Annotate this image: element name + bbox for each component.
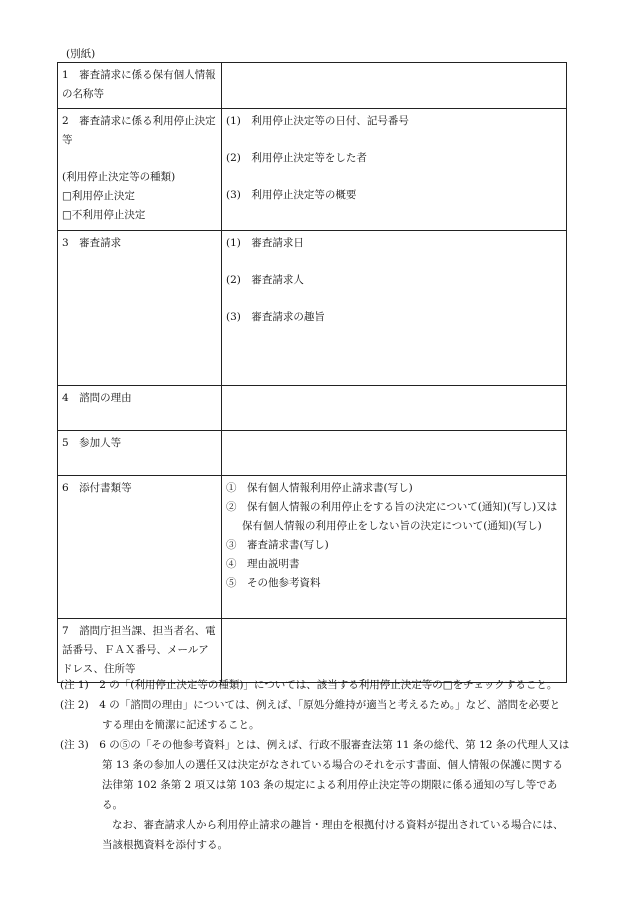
row-suspension-decision — [58, 109, 567, 231]
note-3-supplement: なお、審査請求人から利用停止請求の趣旨・理由を根拠付ける資料が提出されている場合には、当該根拠資料を添付する。 — [102, 819, 564, 851]
checkbox-non-suspension[interactable]: □不利用停止決定 — [62, 209, 146, 221]
row-referral-reason — [58, 386, 567, 431]
row-contact — [58, 619, 567, 683]
row-review-request — [58, 231, 567, 386]
attachment-item-3: ③ 審査請求書(写し) — [226, 539, 329, 551]
note-1: (注 1) 2 の「(利用停止決定等の種類)」については、該当する利用停止決定等の□をチェックすること。 — [60, 679, 558, 691]
row-5-value — [222, 431, 567, 476]
attachment-item-1: ① 保有個人情報利用停止請求書(写し) — [226, 482, 413, 494]
note-2: (注 2) 4 の「諮問の理由」については、例えば、「原処分維持が適当と考えるため。」など、諮問を必要とする理由を簡潔に記述すること。 — [60, 699, 561, 731]
checkbox-suspension[interactable]: □利用停止決定 — [62, 190, 135, 202]
request-item-1: (1) 審査請求日 — [226, 237, 304, 249]
row-5-label: 5 参加人等 — [58, 431, 222, 476]
request-item-3: (3) 審査請求の趣旨 — [226, 311, 325, 323]
row-attachments — [58, 476, 567, 619]
decision-item-3: (3) 利用停止決定等の概要 — [226, 189, 357, 201]
row-7-value — [222, 619, 567, 683]
referral-form-table — [57, 62, 567, 683]
row-personal-info-name — [58, 63, 567, 109]
row-3-value — [222, 231, 567, 386]
decision-kind-heading: (利用停止決定等の種類) — [62, 171, 176, 183]
notes-section — [60, 675, 570, 855]
row-6-label: 6 添付書類等 — [58, 476, 222, 619]
attachment-label: (別紙) — [66, 48, 96, 60]
row-4-label: 4 諮問の理由 — [58, 386, 222, 431]
decision-item-1: (1) 利用停止決定等の日付、記号番号 — [226, 115, 409, 127]
decision-item-2: (2) 利用停止決定等をした者 — [226, 152, 367, 164]
row-1-label: 1 審査請求に係る保有個人情報の名称等 — [58, 63, 222, 109]
request-item-2: (2) 審査請求人 — [226, 274, 304, 286]
row-4-value — [222, 386, 567, 431]
attachment-item-5: ⑤ その他参考資料 — [226, 577, 321, 589]
attachment-item-4: ④ 理由説明書 — [226, 558, 300, 570]
row-6-value — [222, 476, 567, 619]
note-3: (注 3) 6 の⑤の「その他参考資料」とは、例えば、行政不服審査法第 11 条の総代、第 12 条の代理人又は第 13 条の参加人の選任又は決定がなされている場合のそれを示す書面、個人情報の保護に関する法律第 102 条第 2 項又は第 103 条の規定による利用停止決定等の期限に係る通知の写し等である。 — [60, 739, 570, 811]
row-7-label: 7 諮問庁担当課、担当者名、電話番号、ＦＡＸ番号、メールアドレス、住所等 — [58, 619, 222, 683]
row-2-value — [222, 109, 567, 231]
attachment-item-2: ② 保有個人情報の利用停止をする旨の決定について(通知)(写し)又は保有個人情報の利用停止をしない旨の決定について(通知)(写し) — [226, 501, 558, 532]
row-2-label-cell — [58, 109, 222, 231]
row-1-value — [222, 63, 567, 109]
row-3-label: 3 審査請求 — [58, 231, 222, 386]
row-participants — [58, 431, 567, 476]
row-2-label: 2 審査請求に係る利用停止決定等 — [62, 115, 216, 146]
